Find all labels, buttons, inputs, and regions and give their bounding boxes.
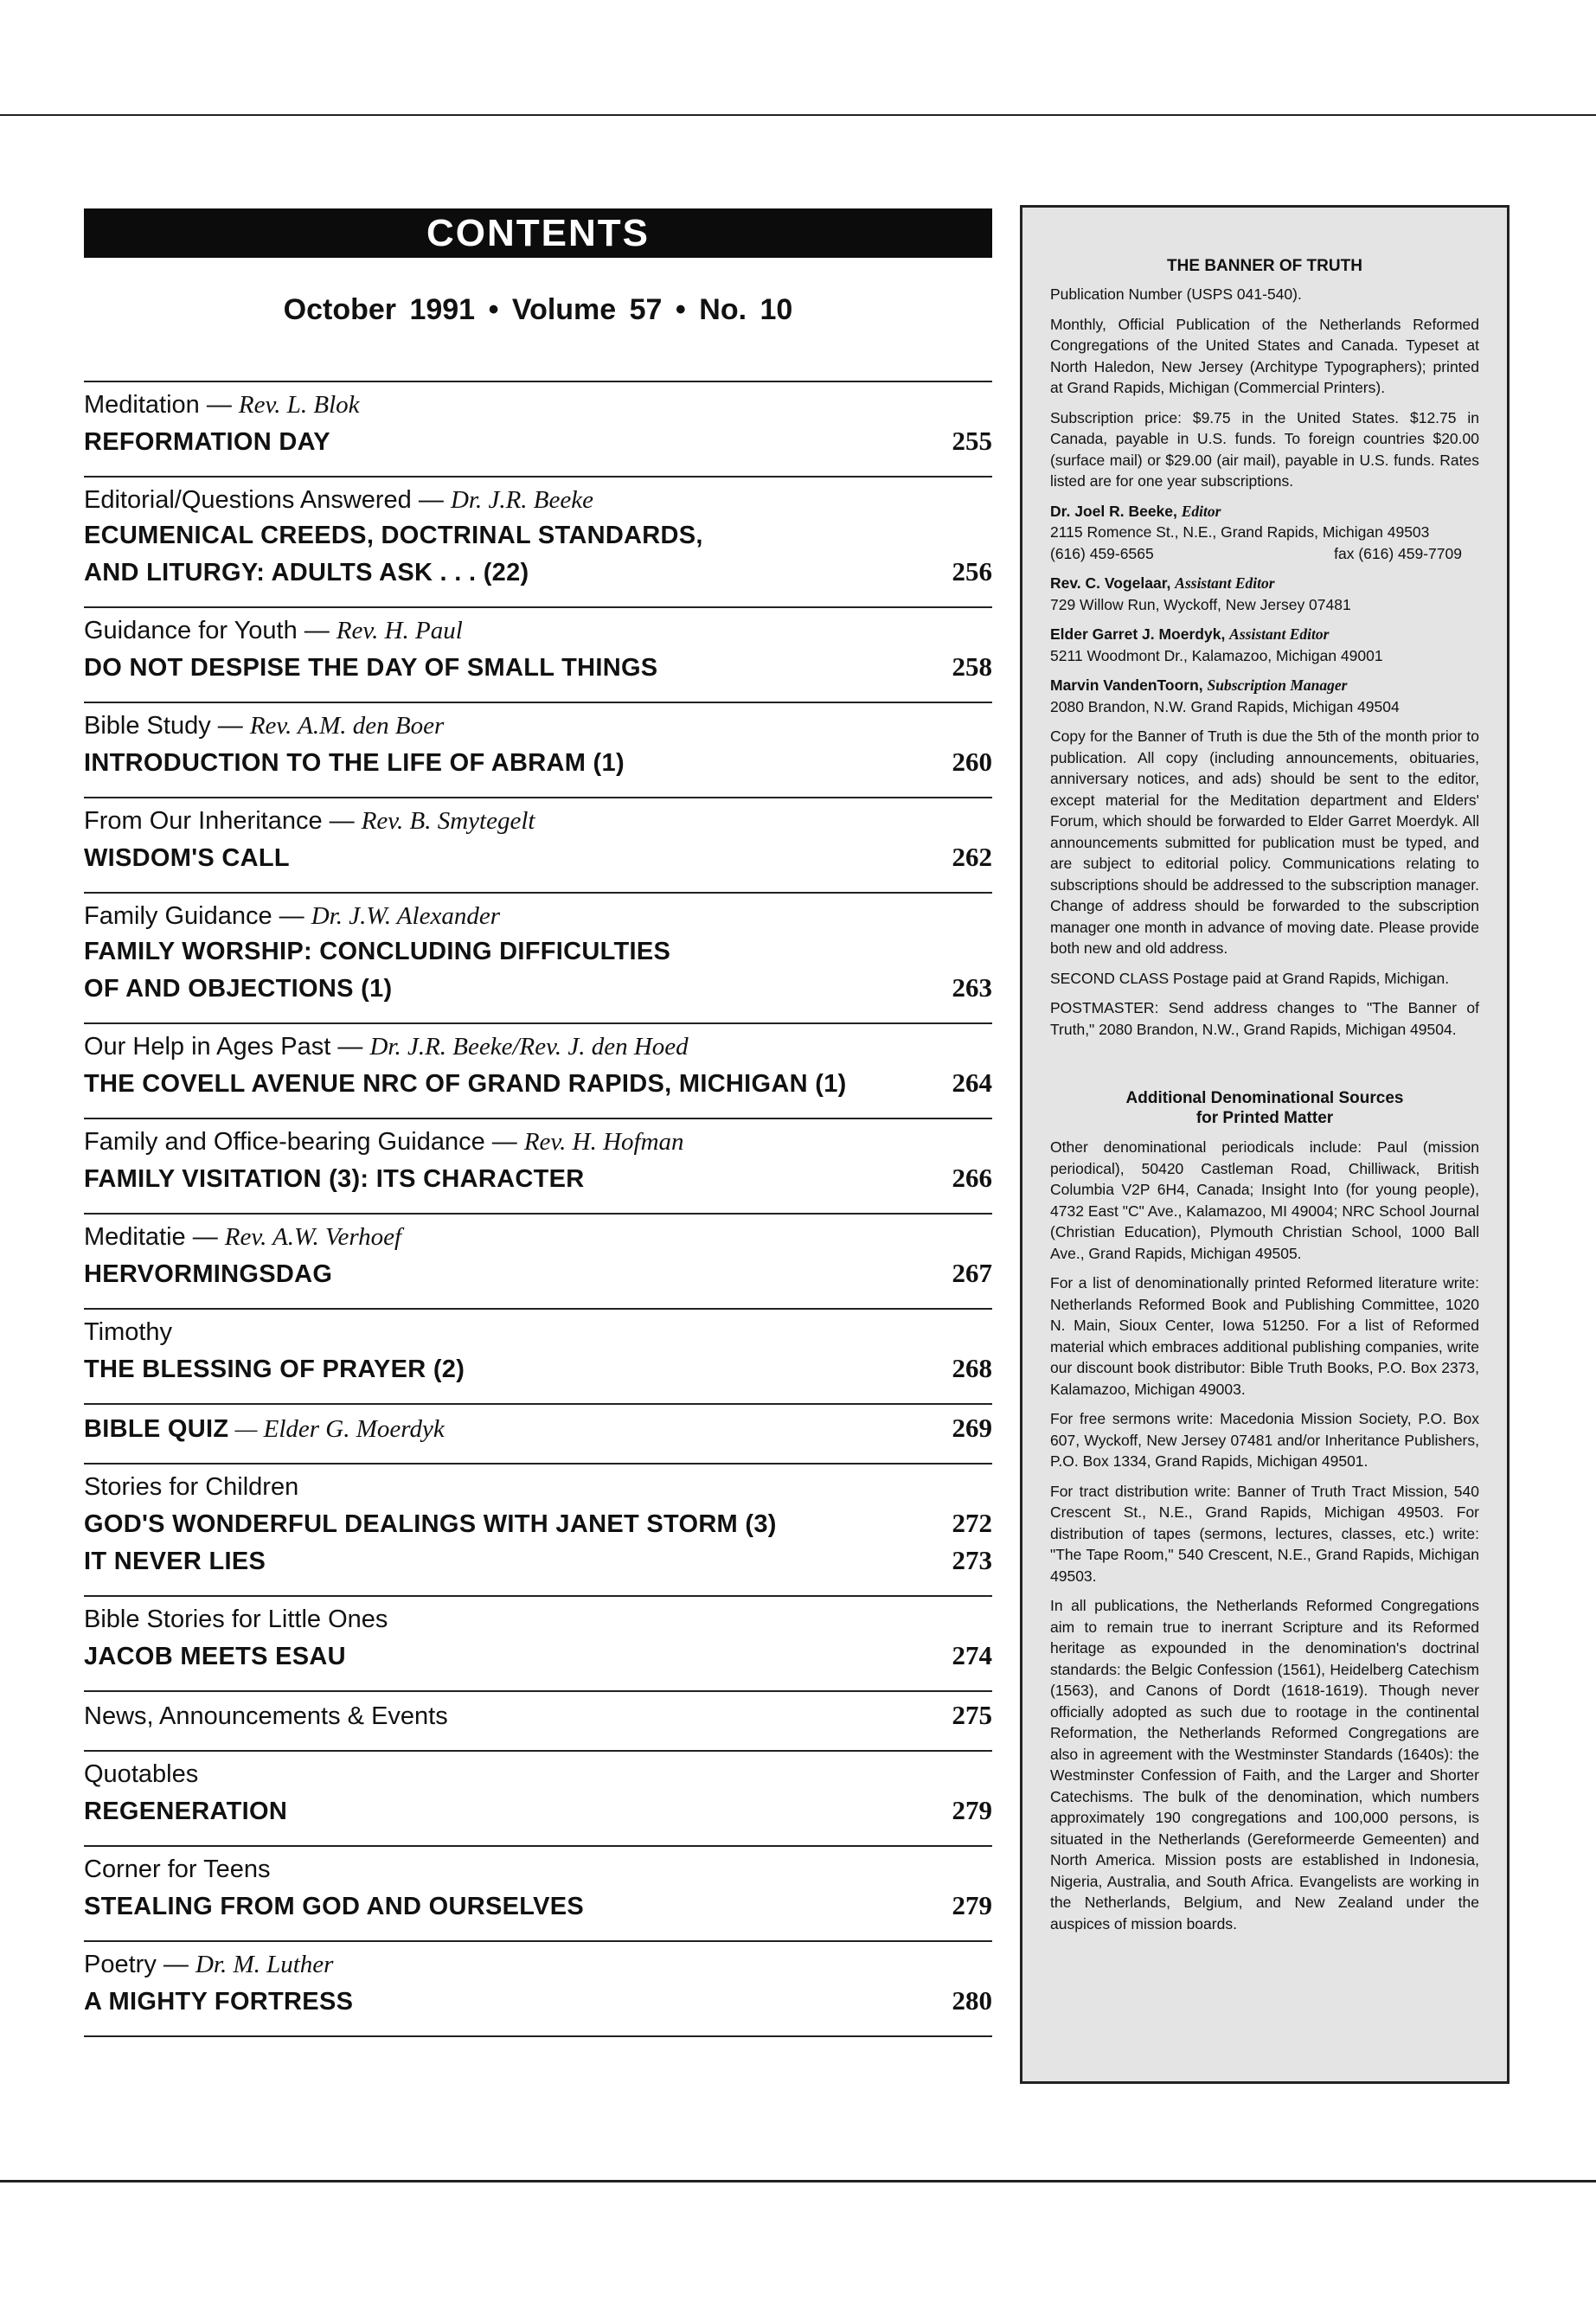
entry-page-number: 262 — [952, 842, 992, 872]
entry-byline — [84, 1031, 689, 1067]
contents-entry[interactable] — [84, 1024, 992, 1119]
entry-title-line — [84, 1507, 992, 1544]
entry-title-line — [84, 1794, 992, 1831]
entry-title: WISDOM'S CALL — [84, 844, 290, 872]
entry-category: Stories for Children — [84, 1473, 299, 1501]
entry-title: THE BLESSING OF PRAYER (2) — [84, 1356, 465, 1383]
entry-title-line — [84, 841, 992, 878]
entry-page-number: 274 — [952, 1640, 992, 1670]
entry-category-line — [84, 1221, 992, 1257]
sources-list — [1050, 1137, 1479, 1934]
entry-title: HERVORMINGSDAG — [84, 1260, 333, 1288]
entry-title-line — [84, 1639, 992, 1676]
entry-title-line — [84, 520, 992, 555]
staff-role: Assistant Editor — [1175, 574, 1275, 592]
entry-category: Timothy — [84, 1318, 173, 1346]
entry-page-number: 279 — [952, 1795, 992, 1825]
contents-entry[interactable] — [84, 1597, 992, 1692]
entry-title-line — [84, 1162, 992, 1199]
entry-title-wrap — [84, 843, 290, 878]
entry-title-wrap — [84, 520, 703, 555]
staff-fax: fax (616) 459-7709 — [1334, 544, 1462, 562]
entry-category: Poetry — — [84, 1951, 195, 1978]
entry-title-wrap — [84, 1641, 346, 1676]
entry-title: INTRODUCTION TO THE LIFE OF ABRAM (1) — [84, 749, 625, 777]
sources-heading — [1050, 1088, 1479, 1128]
entry-title: JACOB MEETS ESAU — [84, 1643, 346, 1670]
entry-page-number: 263 — [952, 972, 992, 1003]
entry-title-wrap — [84, 1546, 266, 1581]
entry-page-number: 256 — [952, 556, 992, 586]
entry-title-wrap — [84, 1354, 465, 1389]
entry-title: GOD'S WONDERFUL DEALINGS WITH JANET STORM (3) — [84, 1510, 777, 1538]
entry-byline — [84, 710, 444, 746]
entry-category-line — [84, 710, 992, 746]
entry-title-wrap — [84, 1163, 584, 1199]
contents-entry[interactable] — [84, 798, 992, 894]
entry-category-line — [84, 1031, 992, 1067]
entry-category-line — [84, 901, 992, 936]
entry-title: AND LITURGY: ADULTS ASK . . . (22) — [84, 559, 529, 586]
entry-category: News, Announcements & Events — [84, 1702, 448, 1730]
staff-name: Elder Garret J. Moerdyk, — [1050, 625, 1230, 643]
entry-title-line — [84, 1067, 992, 1104]
contents-entry[interactable] — [84, 1119, 992, 1215]
issue-date: October 1991 — [283, 293, 476, 326]
bottom-rule — [0, 2180, 1596, 2182]
contents-entry[interactable] — [84, 608, 992, 703]
staff-member — [1050, 573, 1479, 615]
issue-volume: Volume 57 — [511, 293, 663, 326]
entry-byline — [84, 805, 535, 841]
entry-category: Family Guidance — — [84, 902, 311, 930]
contents-entry[interactable] — [84, 1405, 992, 1465]
entry-byline — [84, 901, 500, 936]
entry-byline — [84, 484, 593, 520]
entry-title: FAMILY WORSHIP: CONCLUDING DIFFICULTIES — [84, 938, 671, 965]
staff-member — [1050, 624, 1479, 666]
contents-entry[interactable] — [84, 1847, 992, 1942]
entry-byline — [84, 1317, 172, 1352]
staff-heading — [1050, 573, 1479, 594]
sources-heading-line: for Printed Matter — [1195, 1109, 1334, 1127]
contents-entry[interactable] — [84, 382, 992, 478]
entry-page-number: 258 — [952, 651, 992, 682]
entry-byline — [84, 389, 360, 425]
entry-title-wrap — [84, 557, 529, 593]
entry-title: THE COVELL AVENUE NRC OF GRAND RAPIDS, MICHIGAN (1) — [84, 1070, 847, 1098]
entry-author: Dr. J.R. Beeke/Rev. J. den Hoed — [369, 1033, 689, 1061]
sources-paragraph: In all publications, the Netherlands Reformed Congregations aim to remain true to inerrant Scripture and its Reformed heritage as expounded in the denomination's doctrinal standards: the Belgic Confession (1561), Heidelberg Catechism (1563), and Canons of Dordt (1618-1619). Though never officially adopted as such due to rootage in the continental Reformation, the Netherlands Reformed Congregations are also in agreement with the Westminster Standards (1640s): the Westminster Confession of Faith, and the Larger and Shorter Catechisms. The bulk of the denomination, which numbers approximately 190 congregations and 100,000 persons, is situated in the Netherlands (Gereformeerde Gemeenten) and North America. Mission posts are established in Indonesia, Nigeria, Australia, and South Africa. Evangelists are working in the Netherlands, Belgium, and New Zealand under the auspices of mission boards. — [1050, 1597, 1479, 1932]
contents-entry[interactable] — [84, 703, 992, 798]
entry-category-line — [84, 1854, 992, 1889]
entry-byline — [84, 1701, 448, 1736]
contents-heading: CONTENTS — [84, 208, 992, 258]
staff-list — [1050, 501, 1479, 718]
entry-title: REGENERATION — [84, 1798, 288, 1825]
entry-title-wrap — [84, 652, 657, 688]
entry-author: Rev. H. Paul — [336, 617, 463, 644]
entry-category: Bible Stories for Little Ones — [84, 1606, 388, 1633]
entry-category: Our Help in Ages Past — — [84, 1033, 370, 1061]
entry-title: STEALING FROM GOD AND OURSELVES — [84, 1893, 585, 1920]
staff-address: 2080 Brandon, N.W. Grand Rapids, Michigan 49504 — [1050, 697, 1400, 715]
entry-title-wrap — [84, 1986, 353, 2022]
entry-title-line — [84, 555, 992, 593]
entry-title-wrap — [84, 1796, 287, 1831]
entry-byline — [84, 1471, 298, 1507]
entry-category-line — [84, 1949, 992, 1984]
entry-page-number: 260 — [952, 747, 992, 777]
entry-category-line — [84, 484, 992, 520]
entry-author: Rev. A.M. den Boer — [249, 712, 445, 740]
entry-author: — Elder G. Moerdyk — [228, 1415, 445, 1443]
entry-page-number: 273 — [952, 1545, 992, 1575]
entry-category: Editorial/Questions Answered — — [84, 486, 451, 514]
sources-paragraph: For tract distribution write: Banner of Truth Tract Mission, 540 Crescent St., N.E., Grand Rapids, Michigan 49503. For distribution of tapes (sermons, lectures, classes, etc.) write: "The Tape Room," 540 Crescent, N.E., Grand Rapids, Michigan 49503. — [1050, 1482, 1479, 1585]
staff-member — [1050, 501, 1479, 565]
entry-category-line — [84, 1126, 992, 1162]
entry-category-line — [84, 1699, 992, 1736]
entry-title-line — [84, 651, 992, 688]
entry-title-wrap — [84, 747, 625, 783]
top-rule — [0, 114, 1596, 116]
issue-number: No. 10 — [699, 293, 793, 326]
entry-title: FAMILY VISITATION (3): ITS CHARACTER — [84, 1165, 585, 1193]
entry-title: IT NEVER LIES — [84, 1548, 266, 1575]
staff-role: Subscription Manager — [1207, 676, 1348, 694]
contents-entry[interactable] — [84, 894, 992, 1024]
entry-page-number: 268 — [952, 1353, 992, 1383]
entry-byline — [84, 1221, 401, 1257]
staff-address: 5211 Woodmont Dr., Kalamazoo, Michigan 49001 — [1050, 646, 1383, 664]
masthead-title: THE BANNER OF TRUTH — [1167, 257, 1362, 275]
entry-title-line — [84, 936, 992, 971]
entry-author: Rev. B. Smytegelt — [361, 807, 535, 835]
entry-page-number: 280 — [952, 1985, 992, 2016]
entry-category: Corner for Teens — [84, 1856, 271, 1883]
masthead-box — [1020, 205, 1509, 2084]
contents-entry[interactable] — [84, 1465, 992, 1597]
separator: • — [488, 293, 499, 326]
entry-category-line — [84, 805, 992, 841]
contents-entry[interactable] — [84, 1692, 992, 1752]
contents-entry[interactable] — [84, 1310, 992, 1405]
entry-title: ECUMENICAL CREEDS, DOCTRINAL STANDARDS, — [84, 522, 703, 549]
entry-title-line — [84, 425, 992, 462]
contents-list — [84, 381, 992, 2037]
entry-title-line — [84, 1257, 992, 1294]
entry-title: A MIGHTY FORTRESS — [84, 1988, 354, 2016]
entry-title: BIBLE QUIZ — [84, 1415, 229, 1443]
entry-title: DO NOT DESPISE THE DAY OF SMALL THINGS — [84, 654, 658, 682]
entry-category-line — [84, 1759, 992, 1794]
entry-page-number: 272 — [952, 1508, 992, 1538]
entry-page-number: 267 — [952, 1258, 992, 1288]
contents-entry[interactable] — [84, 1942, 992, 2037]
entry-title-wrap — [84, 1891, 584, 1926]
entry-author: Dr. J.W. Alexander — [311, 902, 500, 930]
entry-category-line — [84, 1317, 992, 1352]
entry-category: Quotables — [84, 1760, 199, 1788]
entry-author: Rev. A.W. Verhoef — [224, 1223, 402, 1251]
entry-category: Bible Study — — [84, 712, 250, 740]
contents-entry[interactable] — [84, 478, 992, 608]
entry-author: Rev. H. Hofman — [523, 1128, 684, 1156]
entry-title-wrap — [84, 936, 670, 971]
entry-title-line — [84, 971, 992, 1009]
copy-policy: Copy for the Banner of Truth is due the 5th of the month prior to publication. All copy (including announcements, obituaries, anniversary notices, and ads) should be sent to the editor, except material for the Meditation department and Elders' Forum, which should be forwarded to Elder Garret Moerdyk. All announcements submitted for publication must be typed, and are subject to editorial policy. Communications relating to subscriptions should be addressed to the subscription manager. Change of address should be forwarded to the subscription manager one month in advance of moving date. Please provide both new and old address. — [1050, 727, 1479, 957]
entry-byline — [84, 615, 463, 651]
entry-byline — [84, 1604, 388, 1639]
contents-entry[interactable] — [84, 1752, 992, 1847]
subscription-text: Subscription price: $9.75 in the United States. $12.75 in Canada, payable in U.S. funds. To foreign countries $20.00 (surface mail) or $29.00 (air mail), payable in U.S. funds. Rates listed are for one year subscriptions. — [1050, 408, 1479, 490]
sources-paragraph: Other denominational periodicals include: Paul (mission periodical), 50420 Castleman Road, Chilliwack, British Columbia V2P 6H4, Canada; Insight Into (for young people), 4732 East "C" Ave., Kalamazoo, MI 49004; NRC School Journal (Christian Education), Plymouth Christian School, 1000 Ball Ave., Grand Rapids, Michigan 49505. — [1050, 1138, 1479, 1262]
entry-category: Meditation — — [84, 391, 239, 419]
entry-category-line — [84, 1604, 992, 1639]
entry-title-line — [84, 1352, 992, 1389]
entry-category-line — [84, 389, 992, 425]
entry-title: REFORMATION DAY — [84, 428, 330, 456]
entry-title-line — [84, 1889, 992, 1926]
postmaster-note: POSTMASTER: Send address changes to "The Banner of Truth," 2080 Brandon, N.W., Grand Rapids, Michigan 49504. — [1050, 999, 1479, 1038]
postage-note: SECOND CLASS Postage paid at Grand Rapids, Michigan. — [1050, 969, 1450, 987]
sources-paragraph: For a list of denominationally printed Reformed literature write: Netherlands Reformed Book and Publishing Committee, 1020 N. Main, Sioux Center, Iowa 51250. For a list of Reformed material which embraces additional publishing companies, write our discount book distributor: Bible Truth Books, P.O. Box 2373, Kalamazoo, Michigan 49003. — [1050, 1274, 1479, 1398]
entry-title-line — [84, 746, 992, 783]
staff-heading — [1050, 675, 1479, 696]
entry-title-line — [84, 1544, 992, 1581]
staff-contact — [1050, 543, 1479, 565]
entry-page-number: 266 — [952, 1163, 992, 1193]
publication-number: Publication Number (USPS 041-540). — [1050, 285, 1302, 303]
entry-category-line — [84, 615, 992, 651]
entry-title-wrap — [84, 426, 330, 462]
staff-heading — [1050, 501, 1479, 522]
entry-title-wrap — [84, 1259, 332, 1294]
entry-title: OF AND OBJECTIONS (1) — [84, 975, 393, 1003]
separator: • — [675, 293, 686, 326]
staff-address: 2115 Romence St., N.E., Grand Rapids, Michigan 49503 — [1050, 523, 1430, 541]
entry-author: Dr. M. Luther — [195, 1951, 334, 1978]
entry-page-number: 264 — [952, 1067, 992, 1098]
staff-phone: (616) 459-6565 — [1050, 544, 1154, 562]
entry-category: Family and Office-bearing Guidance — — [84, 1128, 524, 1156]
entry-title-wrap — [84, 1413, 445, 1449]
entry-author: Rev. L. Blok — [238, 391, 360, 419]
staff-name: Rev. C. Vogelaar, — [1050, 574, 1176, 592]
staff-heading — [1050, 624, 1479, 645]
entry-title-wrap — [84, 1068, 847, 1104]
entry-category-line — [84, 1471, 992, 1507]
staff-name: Marvin VandenToorn, — [1050, 676, 1208, 694]
sources-paragraph: For free sermons write: Macedonia Mission Society, P.O. Box 607, Wyckoff, New Jersey 07481 and/or Inheritance Publishers, P.O. Box 1334, Grand Rapids, Michigan 49501. — [1050, 1410, 1479, 1470]
entry-category: Guidance for Youth — — [84, 617, 337, 644]
entry-byline — [84, 1854, 270, 1889]
contents-column — [84, 208, 992, 2037]
staff-address: 729 Willow Run, Wyckoff, New Jersey 07481 — [1050, 595, 1351, 613]
sources-heading-line: Additional Denominational Sources — [1125, 1089, 1404, 1107]
issue-dateline — [84, 284, 992, 336]
entry-category: Meditatie — — [84, 1223, 225, 1251]
staff-member — [1050, 675, 1479, 717]
entry-category: From Our Inheritance — — [84, 807, 362, 835]
entry-title-line — [84, 1984, 992, 2022]
entry-byline — [84, 1949, 333, 1984]
contents-entry[interactable] — [84, 1215, 992, 1310]
staff-role: Assistant Editor — [1229, 625, 1330, 643]
staff-name: Dr. Joel R. Beeke, — [1050, 502, 1182, 520]
entry-page-number: 269 — [952, 1413, 992, 1443]
entry-page-number: 255 — [952, 426, 992, 456]
entry-page-number: 275 — [952, 1700, 992, 1730]
entry-byline — [84, 1126, 684, 1162]
staff-role: Editor — [1181, 502, 1221, 520]
entry-byline — [84, 1759, 198, 1794]
entry-title-wrap — [84, 1509, 777, 1544]
entry-author: Dr. J.R. Beeke — [450, 486, 593, 514]
about-text: Monthly, Official Publication of the Netherlands Reformed Congregations of the United States and Canada. Typeset at North Haledon, New Jersey (Architype Typographers); printed at Grand Rapids, Michigan (Commercial Printers). — [1050, 315, 1479, 396]
entry-page-number: 279 — [952, 1890, 992, 1920]
entry-title-wrap — [84, 973, 392, 1009]
entry-title-line — [84, 1412, 992, 1449]
